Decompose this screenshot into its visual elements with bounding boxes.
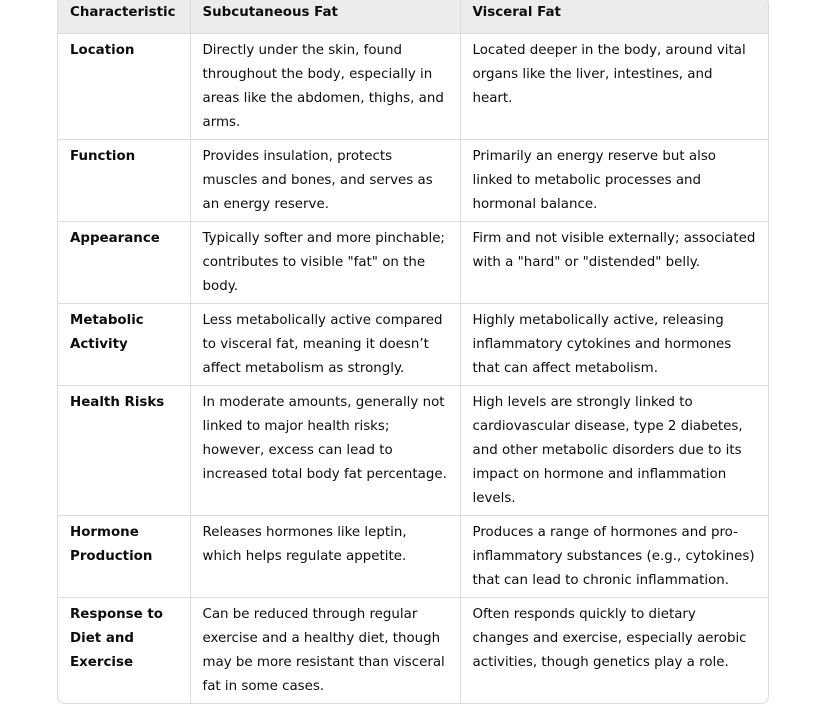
subcutaneous-cell: Can be reduced through regular exercise and a healthy diet, though may be more resistant than visceral fat in some cases. <box>190 598 460 704</box>
comparison-table <box>58 0 768 703</box>
header-row <box>58 0 768 34</box>
row-label: Metabolic Activity <box>58 304 190 386</box>
comparison-table-container <box>57 0 769 704</box>
header-characteristic: Characteristic <box>58 0 190 34</box>
table-header <box>58 0 768 34</box>
visceral-cell: Highly metabolically active, releasing inflammatory cytokines and hormones that can affect metabolism. <box>460 304 768 386</box>
table-row <box>58 386 768 516</box>
subcutaneous-cell: In moderate amounts, generally not linked to major health risks; however, excess can lead to increased total body fat percentage. <box>190 386 460 516</box>
row-label: Function <box>58 140 190 222</box>
table-body <box>58 34 768 704</box>
visceral-cell: High levels are strongly linked to cardiovascular disease, type 2 diabetes, and other metabolic disorders due to its impact on hormone and inflammation levels. <box>460 386 768 516</box>
row-label: Appearance <box>58 222 190 304</box>
table-row <box>58 222 768 304</box>
subcutaneous-cell: Directly under the skin, found throughout the body, especially in areas like the abdomen, thighs, and arms. <box>190 34 460 140</box>
table-row <box>58 304 768 386</box>
row-label: Location <box>58 34 190 140</box>
visceral-cell: Firm and not visible externally; associated with a "hard" or "distended" belly. <box>460 222 768 304</box>
subcutaneous-cell: Provides insulation, protects muscles and bones, and serves as an energy reserve. <box>190 140 460 222</box>
table-row <box>58 516 768 598</box>
row-label: Health Risks <box>58 386 190 516</box>
header-subcutaneous-fat: Subcutaneous Fat <box>190 0 460 34</box>
visceral-cell: Located deeper in the body, around vital organs like the liver, intestines, and heart. <box>460 34 768 140</box>
table-row <box>58 598 768 704</box>
row-label: Hormone Production <box>58 516 190 598</box>
subcutaneous-cell: Less metabolically active compared to visceral fat, meaning it doesn’t affect metabolism as strongly. <box>190 304 460 386</box>
visceral-cell: Produces a range of hormones and pro-inflammatory substances (e.g., cytokines) that can lead to chronic inflammation. <box>460 516 768 598</box>
subcutaneous-cell: Typically softer and more pinchable; contributes to visible "fat" on the body. <box>190 222 460 304</box>
row-label: Response to Diet and Exercise <box>58 598 190 704</box>
table-row <box>58 34 768 140</box>
subcutaneous-cell: Releases hormones like leptin, which helps regulate appetite. <box>190 516 460 598</box>
visceral-cell: Often responds quickly to dietary changes and exercise, especially aerobic activities, though genetics play a role. <box>472 607 747 670</box>
header-visceral-fat: Visceral Fat <box>460 0 768 34</box>
table-row <box>58 140 768 222</box>
visceral-cell: Primarily an energy reserve but also linked to metabolic processes and hormonal balance. <box>460 140 768 222</box>
